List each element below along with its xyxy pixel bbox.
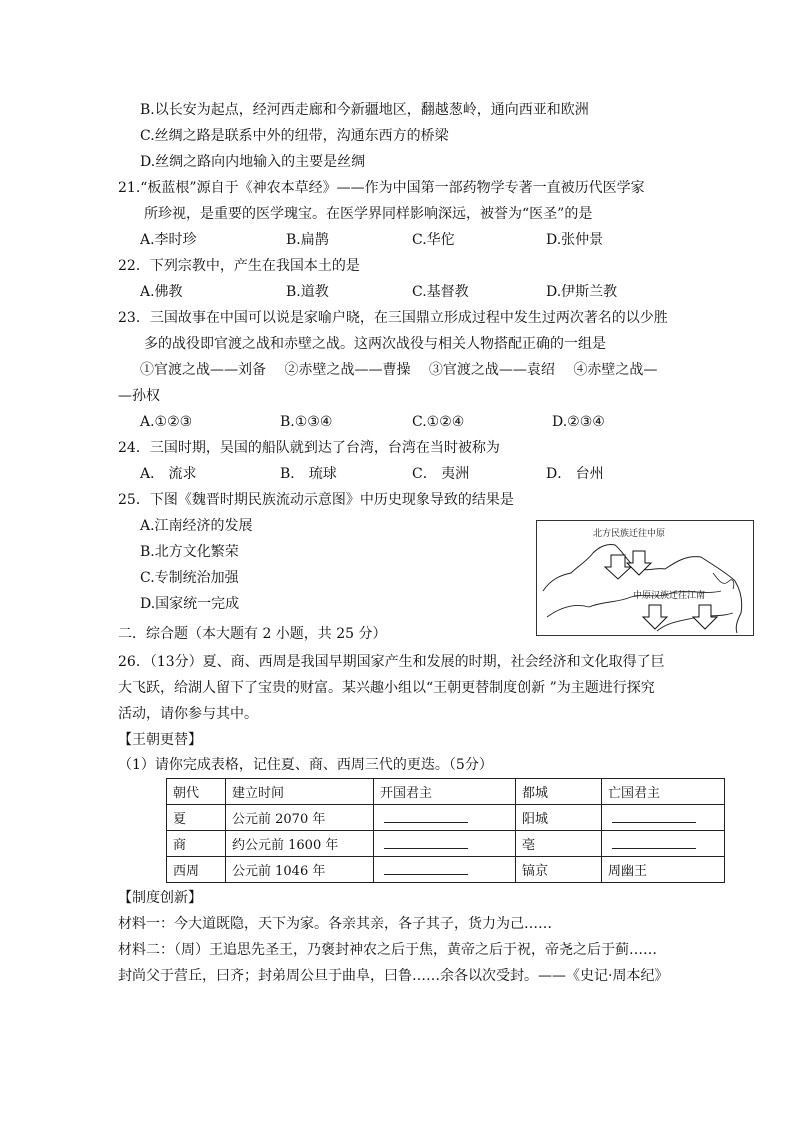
question-21: 21.“板蓝根”源自于《神农本草经》——作为中国第一部药物学专著一直被历代医学家 (118, 180, 645, 196)
cell-founder (374, 831, 516, 857)
cell-dynasty: 商 (167, 831, 226, 857)
question-23-pairs: ①官渡之战——刘备 ②赤壁之战——曹操 ③官渡之战——袁绍 ④赤壁之战— (140, 362, 658, 378)
question-21-cont: 所珍视，是重要的医学瑰宝。在医学界同样影响深远，被誉为“医圣”的是 (144, 206, 593, 222)
q23-option-a: A.①②③ (140, 414, 193, 430)
th-founder: 开国君主 (374, 779, 516, 805)
question-26-cont: 大飞跃，给湖人留下了宝贵的财富。某兴趣小组以“王朝更替制度创新 ”为主题进行探究 (118, 680, 655, 696)
question-23: 23．三国故事在中国可以说是家喻户晓，在三国鼎立形成过程中发生过两次著名的以少胜 (118, 310, 668, 326)
question-23-cont: 多的战役即官渡之战和赤壁之战。这两次战役与相关人物搭配正确的一组是 (144, 336, 606, 352)
question-26: 26．（13分）夏、商、西周是我国早期国家产生和发展的时期，社会经济和文化取得了巨 (118, 654, 665, 670)
cell-time: 约公元前 1600 年 (226, 831, 374, 857)
cell-founder (374, 857, 516, 883)
cell-last-ruler (602, 831, 725, 857)
heading-system-innovation: 【制度创新】 (118, 890, 202, 906)
th-time: 建立时间 (226, 779, 374, 805)
question-24: 24．三国时期，吴国的船队就到达了台湾，台湾在当时被称为 (118, 440, 500, 456)
cell-last-ruler: 周幽王 (602, 857, 725, 883)
heading-dynasty-change: 【王朝更替】 (118, 732, 202, 748)
option-c-silk: C.丝绸之路是联系中外的纽带，沟通东西方的桥梁 (140, 128, 449, 144)
q24-option-b: B． 琉球 (280, 466, 337, 482)
q25-option-d: D.国家统一完成 (140, 596, 240, 612)
q23-option-d: D.②③④ (552, 414, 605, 430)
th-dynasty: 朝代 (167, 779, 226, 805)
q24-option-d: D． 台州 (546, 466, 604, 482)
material-2: 材料二：（周）王追思先圣王，乃褒封神农之后于焦，黄帝之后于祝，帝尧之后于蓟…… (118, 942, 657, 958)
cell-capital: 镐京 (516, 857, 602, 883)
option-d-silk: D.丝绸之路向内地输入的主要是丝绸 (140, 154, 366, 170)
cell-time: 公元前 2070 年 (226, 805, 374, 831)
table-row (167, 857, 725, 883)
q22-option-b: B.道教 (286, 284, 329, 300)
q21-option-a: A.李时珍 (140, 232, 197, 248)
answer-blank[interactable] (612, 809, 696, 823)
q25-option-b: B.北方文化繁荣 (140, 544, 239, 560)
cell-time: 公元前 1046 年 (226, 857, 374, 883)
question-25: 25．下图《魏晋时期民族流动示意图》中历史现象导致的结果是 (118, 492, 514, 508)
answer-blank[interactable] (384, 809, 468, 823)
th-last-ruler: 亡国君主 (602, 779, 725, 805)
q25-option-c: C.专制统治加强 (140, 570, 239, 586)
question-23-pairs-cont: —孙权 (118, 388, 160, 404)
th-capital: 都城 (516, 779, 602, 805)
q24-option-c: C． 夷洲 (412, 466, 470, 482)
cell-capital: 亳 (516, 831, 602, 857)
table-row (167, 831, 725, 857)
q22-option-c: C.基督教 (412, 284, 469, 300)
q23-option-b: B.①③④ (280, 414, 333, 430)
q22-option-d: D.伊斯兰教 (546, 284, 618, 300)
q21-option-d: D.张仲景 (546, 232, 604, 248)
answer-blank[interactable] (384, 835, 468, 849)
table-header-row (167, 779, 725, 805)
q21-option-b: B.扁鹊 (286, 232, 329, 248)
q22-option-a: A.佛教 (140, 284, 183, 300)
table-row (167, 805, 725, 831)
sub-question-1: （1）请你完成表格，记住夏、商、西周三代的更迭。（5分） (118, 757, 493, 773)
q23-option-c: C.①②④ (412, 414, 465, 430)
material-1: 材料一：今大道既隐，天下为家。各亲其亲，各子其子，货力为己…… (118, 916, 552, 932)
q24-option-a: A． 流求 (140, 466, 197, 482)
cell-last-ruler (602, 805, 725, 831)
cell-capital: 阳城 (516, 805, 602, 831)
cell-founder (374, 805, 516, 831)
map-label-south: 中原汉族迁往江南 (633, 591, 706, 601)
question-26-cont2: 活动，请你参与其中。 (118, 706, 258, 722)
q21-option-c: C.华佗 (412, 232, 455, 248)
cell-dynasty: 夏 (167, 805, 226, 831)
map-label-north: 北方民族迁往中原 (593, 529, 666, 539)
section-heading: 二．综合题（本大题有 2 小题，共 25 分） (118, 626, 387, 642)
q25-option-a: A.江南经济的发展 (140, 518, 253, 534)
answer-blank[interactable] (384, 861, 468, 875)
dynasty-table (166, 778, 725, 883)
option-b-silk: B.以长安为起点，经河西走廊和今新疆地区，翻越葱岭，通向西亚和欧洲 (140, 102, 589, 118)
material-2-cont: 封尚父于营丘，曰齐；封弟周公旦于曲阜，曰鲁……余各以次受封。——《史记·周本纪》 (118, 968, 669, 984)
migration-map (536, 520, 754, 636)
cell-dynasty: 西周 (167, 857, 226, 883)
answer-blank[interactable] (612, 835, 696, 849)
question-22: 22．下列宗教中，产生在我国本土的是 (118, 258, 360, 274)
